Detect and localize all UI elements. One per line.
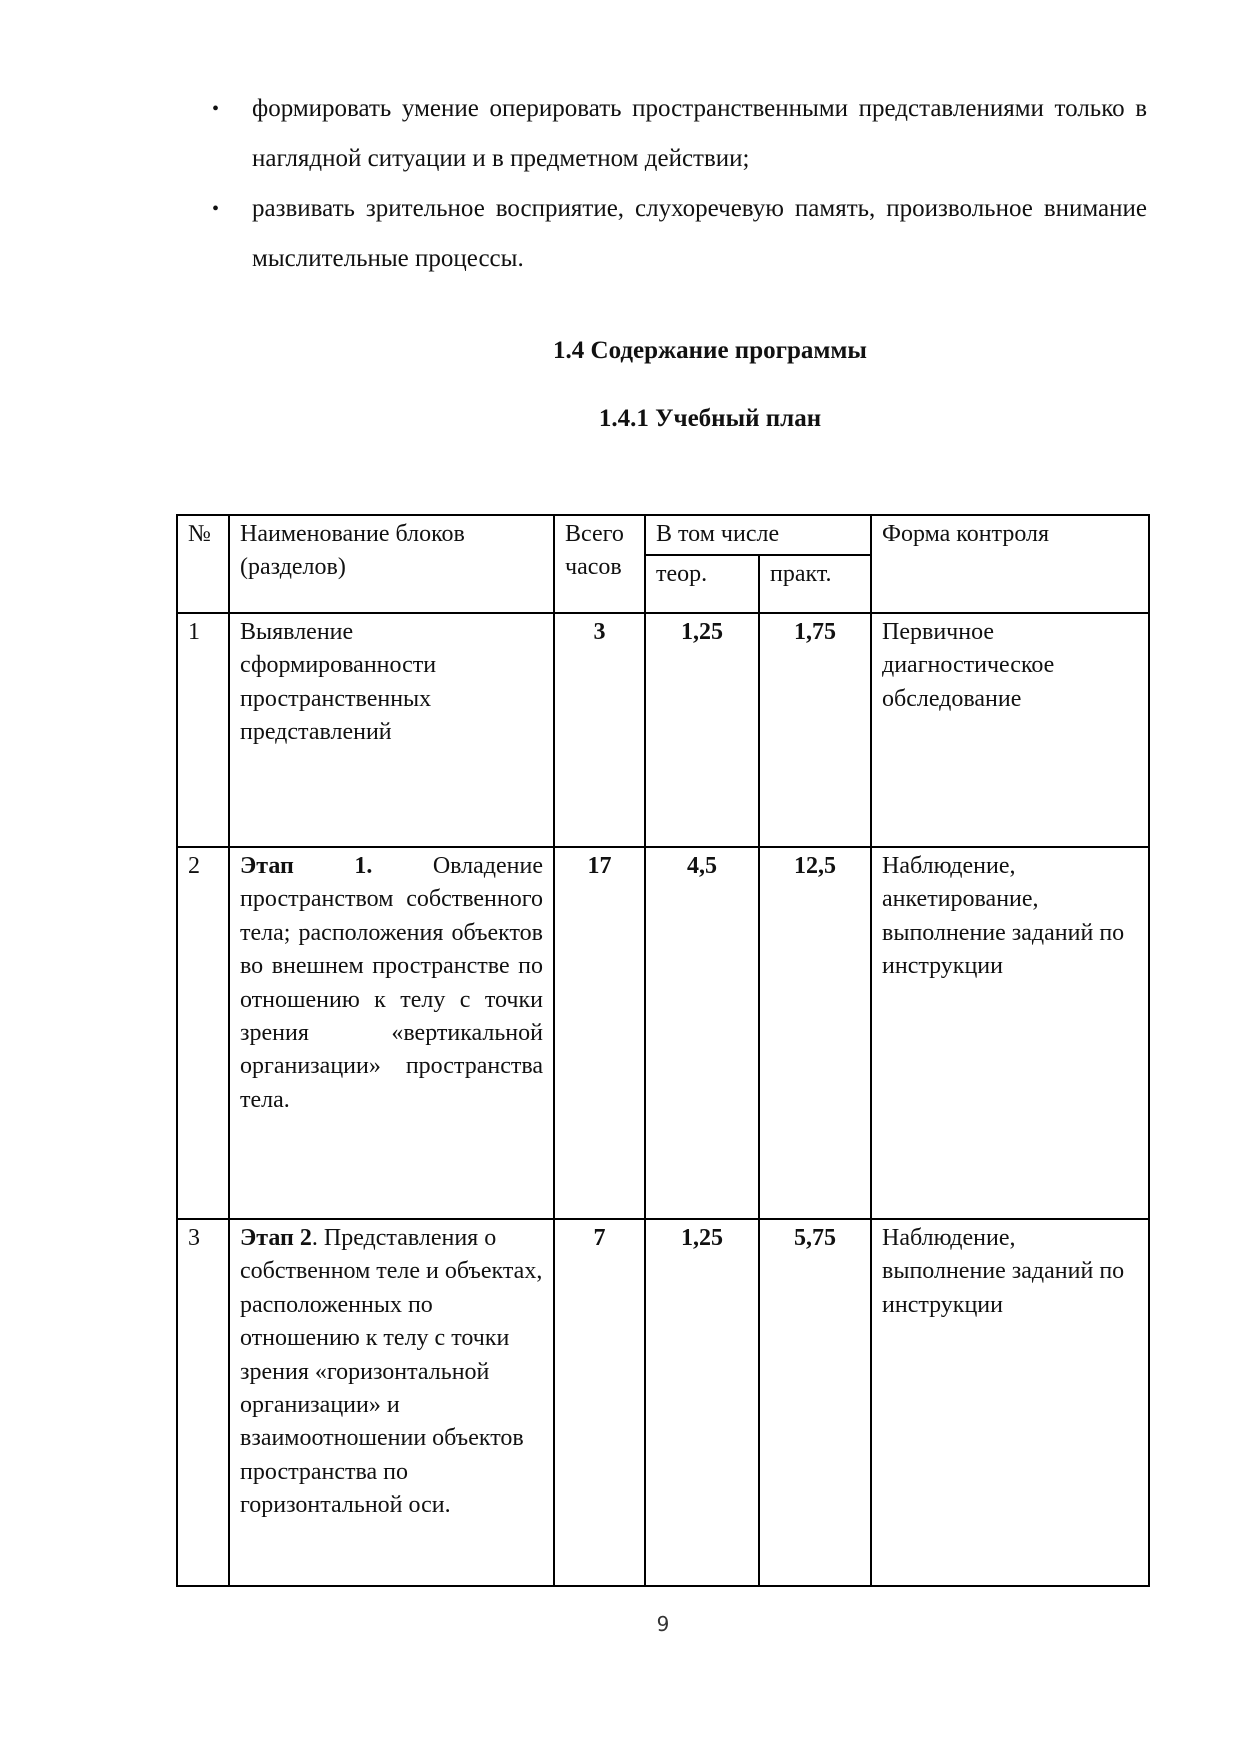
cell-num: 2 (177, 847, 229, 1219)
page-number: 9 (656, 1612, 670, 1636)
cell-name-bold: Этап 2 (240, 1225, 312, 1251)
cell-num: 3 (177, 1219, 229, 1586)
bullet-icon: • (212, 98, 220, 120)
table-header-row (177, 515, 1149, 555)
cell-pract: 12,5 (759, 847, 871, 1219)
bullet-text: формировать умение оперировать пространственными представлениями только в наглядной ситуации и в предметном действии; (252, 95, 1147, 172)
header-name: Наименование блоков (разделов) (229, 515, 554, 613)
cell-name-text: . Представления о собственном теле и объектах, расположенных по отношению к телу с точки зрения «горизонтальной организации» и взаимоотношении объектов пространства по горизонтальной оси. (240, 1225, 543, 1519)
cell-name (229, 847, 554, 1219)
cell-pract: 5,75 (759, 1219, 871, 1586)
cell-control: Наблюдение, анкетирование, выполнение заданий по инструкции (871, 847, 1149, 1219)
cell-name (229, 613, 554, 847)
cell-theor: 1,25 (645, 613, 759, 847)
cell-total: 17 (554, 847, 645, 1219)
header-including: В том числе (645, 515, 871, 555)
cell-pract: 1,75 (759, 613, 871, 847)
goals-bullet-list (212, 84, 1147, 284)
header-total: Всего часов (554, 515, 645, 613)
subsection-heading: 1.4.1 Учебный план (598, 405, 822, 432)
cell-control: Первичное диагностическое обследование (871, 613, 1149, 847)
bullet-item (212, 184, 1147, 284)
bullet-text: развивать зрительное восприятие, слухоречевую память, произвольное внимание мыслительные процессы. (252, 195, 1147, 272)
cell-total: 7 (554, 1219, 645, 1586)
bullet-item (212, 84, 1147, 184)
header-pract: практ. (759, 555, 871, 613)
header-control: Форма контроля (871, 515, 1149, 613)
cell-name-text: Выявление сформированности пространственных представлений (240, 619, 437, 746)
cell-total: 3 (554, 613, 645, 847)
cell-theor: 1,25 (645, 1219, 759, 1586)
cell-name-bold: Этап 1. (240, 853, 373, 879)
table-row (177, 847, 1149, 1219)
header-theor: теор. (645, 555, 759, 613)
bullet-icon: • (212, 198, 220, 220)
curriculum-table (176, 514, 1150, 1587)
table-row (177, 613, 1149, 847)
cell-theor: 4,5 (645, 847, 759, 1219)
table-row (177, 1219, 1149, 1586)
header-num: № (177, 515, 229, 613)
cell-num: 1 (177, 613, 229, 847)
cell-name (229, 1219, 554, 1586)
section-heading: 1.4 Содержание программы (553, 337, 867, 364)
cell-control: Наблюдение, выполнение заданий по инструкции (871, 1219, 1149, 1586)
cell-name-text: Овладение пространством собственного тела; расположения объектов во внешнем пространстве по отношению к телу с точки зрения «вертикальной организации» пространства тела. (240, 853, 543, 1113)
